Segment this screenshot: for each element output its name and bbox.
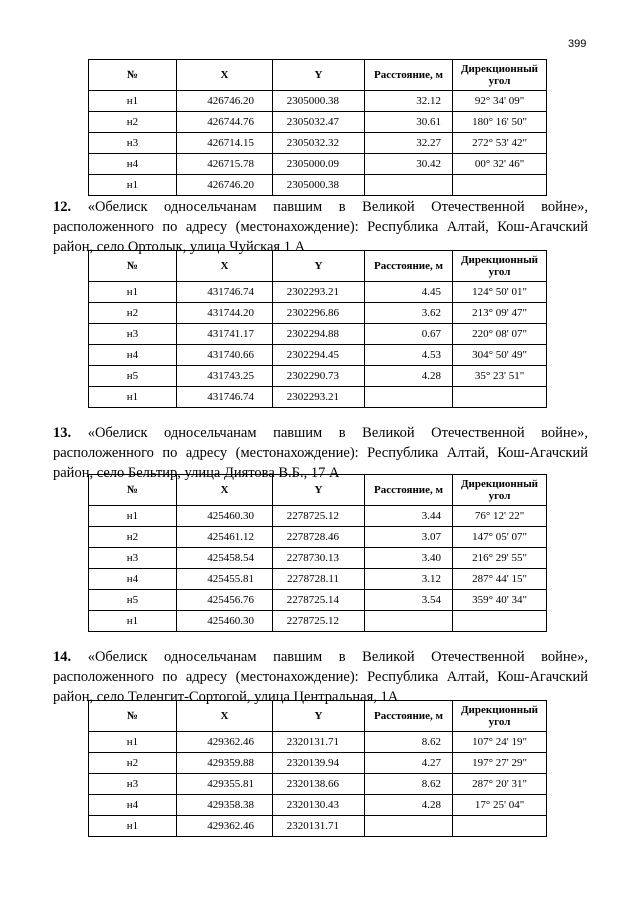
header-x: X: [177, 60, 273, 91]
section-heading: [53, 197, 588, 257]
cell-distance: 8.62: [365, 732, 453, 753]
cell-distance: 4.45: [365, 282, 453, 303]
cell-x: 425456.76: [177, 590, 273, 611]
cell-x: 431746.74: [177, 387, 273, 408]
header-x: X: [177, 251, 273, 282]
table-row: [89, 795, 547, 816]
section-number: 12.: [53, 199, 72, 215]
cell-point-number: н5: [89, 366, 177, 387]
cell-angle: 147° 05' 07": [453, 527, 547, 548]
cell-y: 2320138.66: [273, 774, 365, 795]
header-y: Y: [273, 701, 365, 732]
cell-point-number: н1: [89, 506, 177, 527]
table-row: [89, 506, 547, 527]
cell-point-number: н4: [89, 345, 177, 366]
cell-distance: 8.62: [365, 774, 453, 795]
cell-angle: 304° 50' 49": [453, 345, 547, 366]
cell-point-number: н3: [89, 774, 177, 795]
cell-distance: 32.27: [365, 133, 453, 154]
table-row: [89, 133, 547, 154]
coordinates-table: [88, 250, 547, 408]
cell-distance: 3.62: [365, 303, 453, 324]
table-row: [89, 816, 547, 837]
cell-x: 426744.76: [177, 112, 273, 133]
cell-x: 426715.78: [177, 154, 273, 175]
cell-distance: 4.27: [365, 753, 453, 774]
cell-angle: [453, 816, 547, 837]
cell-y: 2278728.46: [273, 527, 365, 548]
cell-x: 429355.81: [177, 774, 273, 795]
cell-y: 2320131.71: [273, 732, 365, 753]
table-row: [89, 175, 547, 196]
section-number: 13.: [53, 425, 72, 441]
cell-x: 425458.54: [177, 548, 273, 569]
section-title: «Обелиск односельчанам павшим в Великой Отечественной войне», расположенного по адресу (местонахождение): Республика Алтай, Кош-Агачский район, село Ортолык, улица Чуйская 1 А: [53, 199, 588, 255]
table-row: [89, 774, 547, 795]
cell-x: 425460.30: [177, 611, 273, 632]
cell-y: 2278730.13: [273, 548, 365, 569]
cell-distance: 4.28: [365, 366, 453, 387]
cell-angle: 220° 08' 07": [453, 324, 547, 345]
cell-point-number: н1: [89, 732, 177, 753]
cell-y: 2278728.11: [273, 569, 365, 590]
header-angle: Дирекционный угол: [453, 475, 547, 506]
cell-x: 431743.25: [177, 366, 273, 387]
cell-y: 2305000.09: [273, 154, 365, 175]
cell-y: 2302293.21: [273, 282, 365, 303]
cell-angle: 180° 16' 50": [453, 112, 547, 133]
cell-distance: 3.40: [365, 548, 453, 569]
cell-y: 2302296.86: [273, 303, 365, 324]
cell-angle: 213° 09' 47": [453, 303, 547, 324]
cell-angle: 35° 23' 51": [453, 366, 547, 387]
coordinates-table: [88, 700, 547, 837]
cell-x: 426714.15: [177, 133, 273, 154]
cell-y: 2320130.43: [273, 795, 365, 816]
header-number: №: [89, 60, 177, 91]
cell-distance: [365, 816, 453, 837]
table-row: [89, 91, 547, 112]
cell-x: 429359.88: [177, 753, 273, 774]
table-row: [89, 732, 547, 753]
cell-distance: 32.12: [365, 91, 453, 112]
cell-distance: 30.61: [365, 112, 453, 133]
cell-point-number: н1: [89, 91, 177, 112]
coordinates-table: [88, 474, 547, 632]
cell-angle: 272° 53' 42": [453, 133, 547, 154]
cell-distance: 0.67: [365, 324, 453, 345]
cell-point-number: н3: [89, 133, 177, 154]
cell-y: 2278725.12: [273, 506, 365, 527]
cell-y: 2320131.71: [273, 816, 365, 837]
header-number: №: [89, 475, 177, 506]
cell-distance: 4.53: [365, 345, 453, 366]
cell-x: 429362.46: [177, 816, 273, 837]
table-row: [89, 303, 547, 324]
cell-angle: 124° 50' 01": [453, 282, 547, 303]
cell-x: 426746.20: [177, 175, 273, 196]
cell-y: 2302294.45: [273, 345, 365, 366]
header-number: №: [89, 251, 177, 282]
cell-angle: 107° 24' 19": [453, 732, 547, 753]
cell-x: 429362.46: [177, 732, 273, 753]
cell-distance: 3.54: [365, 590, 453, 611]
table-row: [89, 282, 547, 303]
cell-angle: [453, 611, 547, 632]
cell-angle: 00° 32' 46": [453, 154, 547, 175]
cell-y: 2278725.14: [273, 590, 365, 611]
cell-point-number: н1: [89, 175, 177, 196]
cell-angle: 197° 27' 29": [453, 753, 547, 774]
table-header-row: [89, 60, 547, 91]
table-header-row: [89, 701, 547, 732]
cell-distance: 3.07: [365, 527, 453, 548]
header-x: X: [177, 475, 273, 506]
table-row: [89, 154, 547, 175]
cell-angle: 76° 12' 22": [453, 506, 547, 527]
cell-angle: 359° 40' 34": [453, 590, 547, 611]
table-header-row: [89, 251, 547, 282]
cell-x: 431744.20: [177, 303, 273, 324]
cell-y: 2305032.47: [273, 112, 365, 133]
header-y: Y: [273, 475, 365, 506]
cell-distance: 30.42: [365, 154, 453, 175]
header-distance: Расстояние, м: [365, 475, 453, 506]
cell-angle: 287° 20' 31": [453, 774, 547, 795]
cell-point-number: н1: [89, 611, 177, 632]
cell-point-number: н1: [89, 816, 177, 837]
table-row: [89, 611, 547, 632]
header-distance: Расстояние, м: [365, 60, 453, 91]
cell-point-number: н2: [89, 112, 177, 133]
header-x: X: [177, 701, 273, 732]
cell-distance: 3.44: [365, 506, 453, 527]
cell-angle: 92° 34' 09": [453, 91, 547, 112]
cell-x: 426746.20: [177, 91, 273, 112]
header-y: Y: [273, 251, 365, 282]
header-angle: Дирекционный угол: [453, 60, 547, 91]
section-title: «Обелиск односельчанам павшим в Великой Отечественной войне», расположенного по адресу (местонахождение): Республика Алтай, Кош-Агачский район, село Теленгит-Сортогой, улица Центральная, 1А: [53, 649, 588, 705]
cell-y: 2305000.38: [273, 175, 365, 196]
cell-angle: [453, 387, 547, 408]
cell-distance: [365, 387, 453, 408]
table-header-row: [89, 475, 547, 506]
table-row: [89, 753, 547, 774]
cell-x: 425461.12: [177, 527, 273, 548]
table-row: [89, 324, 547, 345]
table-row: [89, 569, 547, 590]
cell-point-number: н1: [89, 282, 177, 303]
table-row: [89, 590, 547, 611]
cell-point-number: н4: [89, 154, 177, 175]
cell-x: 431740.66: [177, 345, 273, 366]
cell-x: 429358.38: [177, 795, 273, 816]
cell-point-number: н5: [89, 590, 177, 611]
cell-angle: [453, 175, 547, 196]
cell-distance: 4.28: [365, 795, 453, 816]
header-distance: Расстояние, м: [365, 701, 453, 732]
header-number: №: [89, 701, 177, 732]
cell-point-number: н2: [89, 303, 177, 324]
cell-y: 2302294.88: [273, 324, 365, 345]
cell-y: 2305000.38: [273, 91, 365, 112]
cell-distance: [365, 175, 453, 196]
cell-point-number: н2: [89, 753, 177, 774]
cell-y: 2278725.12: [273, 611, 365, 632]
table-row: [89, 527, 547, 548]
table-row: [89, 548, 547, 569]
cell-point-number: н4: [89, 569, 177, 590]
coordinates-table: [88, 59, 547, 196]
cell-x: 425455.81: [177, 569, 273, 590]
cell-x: 431746.74: [177, 282, 273, 303]
cell-distance: [365, 611, 453, 632]
page-number: 399: [568, 38, 587, 50]
table-row: [89, 112, 547, 133]
cell-point-number: н2: [89, 527, 177, 548]
cell-angle: 17° 25' 04": [453, 795, 547, 816]
table-row: [89, 387, 547, 408]
cell-point-number: н3: [89, 548, 177, 569]
section-number: 14.: [53, 649, 72, 665]
header-distance: Расстояние, м: [365, 251, 453, 282]
cell-distance: 3.12: [365, 569, 453, 590]
cell-y: 2302290.73: [273, 366, 365, 387]
header-angle: Дирекционный угол: [453, 701, 547, 732]
cell-point-number: н1: [89, 387, 177, 408]
header-y: Y: [273, 60, 365, 91]
cell-y: 2320139.94: [273, 753, 365, 774]
cell-point-number: н4: [89, 795, 177, 816]
cell-angle: 216° 29' 55": [453, 548, 547, 569]
cell-y: 2305032.32: [273, 133, 365, 154]
cell-x: 425460.30: [177, 506, 273, 527]
cell-x: 431741.17: [177, 324, 273, 345]
table-row: [89, 366, 547, 387]
section-heading: [53, 647, 588, 707]
cell-angle: 287° 44' 15": [453, 569, 547, 590]
table-row: [89, 345, 547, 366]
cell-point-number: н3: [89, 324, 177, 345]
cell-y: 2302293.21: [273, 387, 365, 408]
section-title: «Обелиск односельчанам павшим в Великой Отечественной войне», расположенного по адресу (местонахождение): Республика Алтай, Кош-Агачский район, село Бельтир, улица Диятова В.Б., 17 А: [53, 425, 588, 481]
header-angle: Дирекционный угол: [453, 251, 547, 282]
